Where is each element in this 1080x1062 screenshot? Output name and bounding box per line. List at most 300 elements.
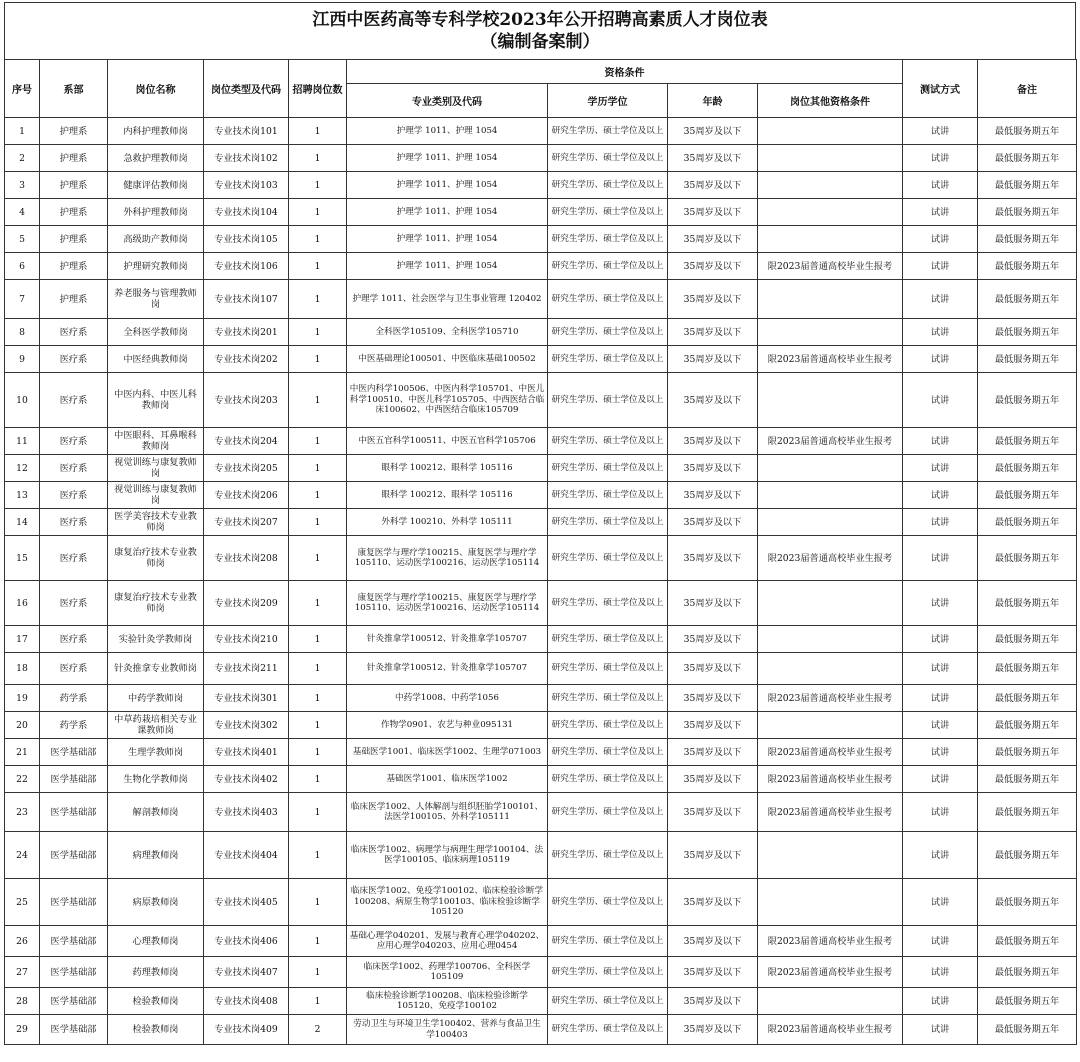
table-row: [5, 626, 1077, 653]
cell-index: 10: [5, 373, 40, 428]
cell-index: 22: [5, 766, 40, 793]
cell-department: 医疗系: [40, 455, 108, 482]
cell-remarks: 最低服务期五年: [978, 226, 1077, 253]
table-row: [5, 172, 1077, 199]
cell-other-conditions: [758, 712, 903, 739]
cell-major: 基础医学1001、临床医学1002: [347, 766, 548, 793]
header-position-name: 岗位名称: [108, 60, 204, 118]
header-department: 系部: [40, 60, 108, 118]
cell-position-name: 视觉训练与康复教师岗: [108, 482, 204, 509]
cell-degree: 研究生学历、硕士学位及以上: [548, 319, 668, 346]
cell-index: 11: [5, 428, 40, 455]
cell-test-method: 试讲: [903, 346, 978, 373]
cell-degree: 研究生学历、硕士学位及以上: [548, 739, 668, 766]
cell-department: 医疗系: [40, 346, 108, 373]
cell-position-code: 专业技术岗407: [204, 957, 289, 988]
cell-department: 医学基础部: [40, 832, 108, 879]
cell-degree: 研究生学历、硕士学位及以上: [548, 172, 668, 199]
cell-test-method: 试讲: [903, 280, 978, 319]
table-row: [5, 373, 1077, 428]
cell-test-method: 试讲: [903, 793, 978, 832]
cell-position-name: 高级助产教师岗: [108, 226, 204, 253]
cell-department: 医疗系: [40, 536, 108, 581]
cell-headcount: 1: [289, 428, 347, 455]
cell-position-code: 专业技术岗207: [204, 509, 289, 536]
cell-position-code: 专业技术岗104: [204, 199, 289, 226]
table-row: [5, 319, 1077, 346]
cell-index: 24: [5, 832, 40, 879]
table-row: [5, 712, 1077, 739]
cell-index: 29: [5, 1015, 40, 1045]
cell-position-name: 病理教师岗: [108, 832, 204, 879]
cell-major: 中医五官科学100511、中医五官科学105706: [347, 428, 548, 455]
table-title: 江西中医药高等专科学校2023年公开招聘高素质人才岗位表: [312, 10, 768, 30]
cell-degree: 研究生学历、硕士学位及以上: [548, 581, 668, 626]
header-position-type-code: 岗位类型及代码: [204, 60, 289, 118]
table-row: [5, 509, 1077, 536]
cell-position-name: 检验教师岗: [108, 988, 204, 1015]
cell-other-conditions: [758, 832, 903, 879]
cell-degree: 研究生学历、硕士学位及以上: [548, 766, 668, 793]
cell-department: 护理系: [40, 199, 108, 226]
cell-headcount: 1: [289, 455, 347, 482]
cell-major: 外科学 100210、外科学 105111: [347, 509, 548, 536]
cell-position-code: 专业技术岗402: [204, 766, 289, 793]
cell-headcount: 1: [289, 766, 347, 793]
cell-index: 6: [5, 253, 40, 280]
cell-degree: 研究生学历、硕士学位及以上: [548, 145, 668, 172]
table-row: [5, 253, 1077, 280]
cell-department: 医疗系: [40, 509, 108, 536]
cell-position-code: 专业技术岗106: [204, 253, 289, 280]
cell-major: 作物学0901、农艺与种业095131: [347, 712, 548, 739]
cell-department: 医学基础部: [40, 957, 108, 988]
cell-remarks: 最低服务期五年: [978, 1015, 1077, 1045]
cell-department: 医疗系: [40, 319, 108, 346]
cell-major: 眼科学 100212、眼科学 105116: [347, 455, 548, 482]
table-row: [5, 145, 1077, 172]
cell-degree: 研究生学历、硕士学位及以上: [548, 509, 668, 536]
cell-position-code: 专业技术岗107: [204, 280, 289, 319]
cell-test-method: 试讲: [903, 685, 978, 712]
cell-major: 护理学 1011、护理 1054: [347, 226, 548, 253]
cell-position-code: 专业技术岗210: [204, 626, 289, 653]
cell-index: 28: [5, 988, 40, 1015]
cell-position-name: 康复治疗技术专业教师岗: [108, 581, 204, 626]
cell-test-method: 试讲: [903, 766, 978, 793]
cell-department: 医疗系: [40, 482, 108, 509]
cell-remarks: 最低服务期五年: [978, 172, 1077, 199]
cell-position-name: 实验针灸学教师岗: [108, 626, 204, 653]
cell-position-name: 中草药栽培相关专业课教师岗: [108, 712, 204, 739]
cell-degree: 研究生学历、硕士学位及以上: [548, 685, 668, 712]
cell-position-code: 专业技术岗202: [204, 346, 289, 373]
cell-major: 护理学 1011、社会医学与卫生事业管理 120402: [347, 280, 548, 319]
cell-age: 35周岁及以下: [668, 766, 758, 793]
cell-other-conditions: [758, 879, 903, 926]
cell-headcount: 1: [289, 253, 347, 280]
cell-department: 医疗系: [40, 428, 108, 455]
cell-department: 医学基础部: [40, 793, 108, 832]
cell-remarks: 最低服务期五年: [978, 373, 1077, 428]
cell-headcount: 1: [289, 172, 347, 199]
cell-headcount: 1: [289, 879, 347, 926]
cell-major: 针灸推拿学100512、针灸推拿学105707: [347, 653, 548, 685]
cell-position-code: 专业技术岗409: [204, 1015, 289, 1045]
cell-headcount: 1: [289, 739, 347, 766]
cell-test-method: 试讲: [903, 319, 978, 346]
cell-index: 27: [5, 957, 40, 988]
cell-major: 临床医学1002、人体解剖与组织胚胎学100101、法医学100105、外科学105111: [347, 793, 548, 832]
table-row: [5, 199, 1077, 226]
cell-headcount: 1: [289, 482, 347, 509]
cell-test-method: 试讲: [903, 1015, 978, 1045]
cell-index: 12: [5, 455, 40, 482]
positions-table: [4, 59, 1077, 1045]
cell-remarks: 最低服务期五年: [978, 199, 1077, 226]
cell-degree: 研究生学历、硕士学位及以上: [548, 428, 668, 455]
table-row: [5, 739, 1077, 766]
cell-department: 医疗系: [40, 373, 108, 428]
cell-position-name: 中药学教师岗: [108, 685, 204, 712]
cell-degree: 研究生学历、硕士学位及以上: [548, 793, 668, 832]
cell-degree: 研究生学历、硕士学位及以上: [548, 455, 668, 482]
cell-headcount: 1: [289, 319, 347, 346]
cell-other-conditions: [758, 172, 903, 199]
cell-department: 医学基础部: [40, 879, 108, 926]
cell-major: 临床检验诊断学100208、临床检验诊断学105120、免疫学100102: [347, 988, 548, 1015]
table-row: [5, 832, 1077, 879]
table-row: [5, 988, 1077, 1015]
cell-headcount: 2: [289, 1015, 347, 1045]
cell-age: 35周岁及以下: [668, 509, 758, 536]
cell-headcount: 1: [289, 685, 347, 712]
cell-headcount: 1: [289, 145, 347, 172]
cell-age: 35周岁及以下: [668, 1015, 758, 1045]
cell-major: 康复医学与理疗学100215、康复医学与理疗学105110、运动医学100216、运动医学105114: [347, 536, 548, 581]
cell-major: 针灸推拿学100512、针灸推拿学105707: [347, 626, 548, 653]
cell-position-name: 内科护理教师岗: [108, 118, 204, 145]
cell-remarks: 最低服务期五年: [978, 319, 1077, 346]
cell-other-conditions: [758, 988, 903, 1015]
cell-department: 护理系: [40, 145, 108, 172]
cell-index: 14: [5, 509, 40, 536]
cell-position-name: 中医内科、中医儿科教师岗: [108, 373, 204, 428]
cell-position-code: 专业技术岗403: [204, 793, 289, 832]
cell-age: 35周岁及以下: [668, 712, 758, 739]
cell-remarks: 最低服务期五年: [978, 685, 1077, 712]
cell-position-name: 医学美容技术专业教师岗: [108, 509, 204, 536]
cell-test-method: 试讲: [903, 739, 978, 766]
cell-other-conditions: [758, 373, 903, 428]
cell-test-method: 试讲: [903, 926, 978, 957]
cell-test-method: 试讲: [903, 145, 978, 172]
cell-test-method: 试讲: [903, 172, 978, 199]
cell-major: 护理学 1011、护理 1054: [347, 253, 548, 280]
cell-other-conditions: 限2023届普通高校毕业生报考: [758, 766, 903, 793]
cell-major: 护理学 1011、护理 1054: [347, 145, 548, 172]
cell-position-name: 生物化学教师岗: [108, 766, 204, 793]
table-row: [5, 926, 1077, 957]
cell-index: 23: [5, 793, 40, 832]
cell-major: 护理学 1011、护理 1054: [347, 172, 548, 199]
cell-age: 35周岁及以下: [668, 879, 758, 926]
cell-age: 35周岁及以下: [668, 226, 758, 253]
cell-age: 35周岁及以下: [668, 455, 758, 482]
cell-headcount: 1: [289, 626, 347, 653]
cell-major: 临床医学1002、病理学与病理生理学100104、法医学100105、临床病理105119: [347, 832, 548, 879]
header-remarks: 备注: [978, 60, 1077, 118]
table-row: [5, 280, 1077, 319]
cell-age: 35周岁及以下: [668, 118, 758, 145]
cell-degree: 研究生学历、硕士学位及以上: [548, 253, 668, 280]
cell-test-method: 试讲: [903, 253, 978, 280]
table-row: [5, 455, 1077, 482]
cell-age: 35周岁及以下: [668, 957, 758, 988]
table-row: [5, 879, 1077, 926]
cell-remarks: 最低服务期五年: [978, 581, 1077, 626]
cell-other-conditions: [758, 626, 903, 653]
cell-position-code: 专业技术岗101: [204, 118, 289, 145]
cell-age: 35周岁及以下: [668, 373, 758, 428]
cell-remarks: 最低服务期五年: [978, 118, 1077, 145]
cell-age: 35周岁及以下: [668, 832, 758, 879]
cell-position-name: 养老服务与管理教师岗: [108, 280, 204, 319]
cell-test-method: 试讲: [903, 988, 978, 1015]
header-test-method: 测试方式: [903, 60, 978, 118]
cell-test-method: 试讲: [903, 428, 978, 455]
table-row: [5, 685, 1077, 712]
cell-major: 康复医学与理疗学100215、康复医学与理疗学105110、运动医学100216、运动医学105114: [347, 581, 548, 626]
cell-major: 眼科学 100212、眼科学 105116: [347, 482, 548, 509]
cell-test-method: 试讲: [903, 957, 978, 988]
table-row: [5, 346, 1077, 373]
cell-index: 21: [5, 739, 40, 766]
cell-remarks: 最低服务期五年: [978, 988, 1077, 1015]
cell-degree: 研究生学历、硕士学位及以上: [548, 926, 668, 957]
cell-degree: 研究生学历、硕士学位及以上: [548, 118, 668, 145]
cell-department: 医疗系: [40, 626, 108, 653]
cell-major: 护理学 1011、护理 1054: [347, 118, 548, 145]
cell-position-name: 护理研究教师岗: [108, 253, 204, 280]
cell-other-conditions: 限2023届普通高校毕业生报考: [758, 793, 903, 832]
cell-position-name: 外科护理教师岗: [108, 199, 204, 226]
cell-index: 19: [5, 685, 40, 712]
cell-position-name: 药理教师岗: [108, 957, 204, 988]
cell-department: 医疗系: [40, 653, 108, 685]
cell-other-conditions: [758, 581, 903, 626]
cell-degree: 研究生学历、硕士学位及以上: [548, 280, 668, 319]
cell-department: 护理系: [40, 226, 108, 253]
cell-headcount: 1: [289, 832, 347, 879]
table-title-block: [4, 2, 1076, 59]
cell-index: 9: [5, 346, 40, 373]
header-degree: 学历学位: [548, 84, 668, 118]
cell-position-name: 心理教师岗: [108, 926, 204, 957]
cell-position-name: 针灸推拿专业教师岗: [108, 653, 204, 685]
cell-index: 5: [5, 226, 40, 253]
cell-major: 临床医学1002、药理学100706、全科医学105109: [347, 957, 548, 988]
cell-age: 35周岁及以下: [668, 145, 758, 172]
table-row: [5, 793, 1077, 832]
table-row: [5, 766, 1077, 793]
cell-other-conditions: [758, 455, 903, 482]
cell-degree: 研究生学历、硕士学位及以上: [548, 879, 668, 926]
cell-index: 8: [5, 319, 40, 346]
cell-position-code: 专业技术岗206: [204, 482, 289, 509]
cell-degree: 研究生学历、硕士学位及以上: [548, 226, 668, 253]
cell-position-code: 专业技术岗204: [204, 428, 289, 455]
cell-position-code: 专业技术岗401: [204, 739, 289, 766]
cell-department: 医学基础部: [40, 988, 108, 1015]
cell-headcount: 1: [289, 926, 347, 957]
header-index: 序号: [5, 60, 40, 118]
table-row: [5, 482, 1077, 509]
cell-department: 药学系: [40, 685, 108, 712]
cell-other-conditions: [758, 319, 903, 346]
cell-remarks: 最低服务期五年: [978, 455, 1077, 482]
cell-degree: 研究生学历、硕士学位及以上: [548, 626, 668, 653]
cell-position-name: 急救护理教师岗: [108, 145, 204, 172]
cell-headcount: 1: [289, 988, 347, 1015]
cell-test-method: 试讲: [903, 509, 978, 536]
cell-position-code: 专业技术岗209: [204, 581, 289, 626]
table-row: [5, 653, 1077, 685]
cell-department: 护理系: [40, 172, 108, 199]
cell-test-method: 试讲: [903, 226, 978, 253]
cell-degree: 研究生学历、硕士学位及以上: [548, 346, 668, 373]
cell-remarks: 最低服务期五年: [978, 482, 1077, 509]
cell-index: 18: [5, 653, 40, 685]
cell-age: 35周岁及以下: [668, 482, 758, 509]
cell-headcount: 1: [289, 793, 347, 832]
cell-remarks: 最低服务期五年: [978, 145, 1077, 172]
cell-remarks: 最低服务期五年: [978, 766, 1077, 793]
cell-index: 2: [5, 145, 40, 172]
cell-remarks: 最低服务期五年: [978, 280, 1077, 319]
cell-position-code: 专业技术岗408: [204, 988, 289, 1015]
table-row: [5, 1015, 1077, 1045]
cell-index: 15: [5, 536, 40, 581]
cell-other-conditions: [758, 226, 903, 253]
cell-other-conditions: [758, 509, 903, 536]
cell-index: 1: [5, 118, 40, 145]
cell-index: 25: [5, 879, 40, 926]
table-row: [5, 536, 1077, 581]
table-row: [5, 957, 1077, 988]
cell-other-conditions: 限2023届普通高校毕业生报考: [758, 253, 903, 280]
header-major: 专业类别及代码: [347, 84, 548, 118]
cell-major: 劳动卫生与环境卫生学100402、营养与食品卫生学100403: [347, 1015, 548, 1045]
cell-other-conditions: 限2023届普通高校毕业生报考: [758, 957, 903, 988]
cell-age: 35周岁及以下: [668, 428, 758, 455]
cell-remarks: 最低服务期五年: [978, 793, 1077, 832]
cell-position-name: 检验教师岗: [108, 1015, 204, 1045]
cell-remarks: 最低服务期五年: [978, 626, 1077, 653]
cell-major: 临床医学1002、免疫学100102、临床检验诊断学100208、病原生物学100103、临床检验诊断学 105120: [347, 879, 548, 926]
cell-test-method: 试讲: [903, 712, 978, 739]
cell-major: 中医基础理论100501、中医临床基础100502: [347, 346, 548, 373]
cell-remarks: 最低服务期五年: [978, 832, 1077, 879]
cell-remarks: 最低服务期五年: [978, 428, 1077, 455]
cell-test-method: 试讲: [903, 455, 978, 482]
cell-position-code: 专业技术岗405: [204, 879, 289, 926]
cell-other-conditions: [758, 145, 903, 172]
cell-position-code: 专业技术岗211: [204, 653, 289, 685]
cell-age: 35周岁及以下: [668, 626, 758, 653]
cell-headcount: 1: [289, 712, 347, 739]
cell-test-method: 试讲: [903, 199, 978, 226]
cell-other-conditions: [758, 653, 903, 685]
cell-index: 13: [5, 482, 40, 509]
cell-degree: 研究生学历、硕士学位及以上: [548, 482, 668, 509]
cell-position-code: 专业技术岗201: [204, 319, 289, 346]
cell-position-code: 专业技术岗404: [204, 832, 289, 879]
header-qualifications: 资格条件: [347, 60, 903, 84]
cell-test-method: 试讲: [903, 581, 978, 626]
cell-remarks: 最低服务期五年: [978, 712, 1077, 739]
cell-department: 医学基础部: [40, 926, 108, 957]
cell-position-name: 生理学教师岗: [108, 739, 204, 766]
cell-other-conditions: [758, 118, 903, 145]
cell-other-conditions: 限2023届普通高校毕业生报考: [758, 685, 903, 712]
cell-test-method: 试讲: [903, 832, 978, 879]
cell-other-conditions: [758, 199, 903, 226]
cell-remarks: 最低服务期五年: [978, 957, 1077, 988]
cell-age: 35周岁及以下: [668, 988, 758, 1015]
cell-test-method: 试讲: [903, 653, 978, 685]
cell-other-conditions: 限2023届普通高校毕业生报考: [758, 926, 903, 957]
cell-headcount: 1: [289, 509, 347, 536]
cell-major: 基础医学1001、临床医学1002、生理学071003: [347, 739, 548, 766]
cell-index: 4: [5, 199, 40, 226]
cell-remarks: 最低服务期五年: [978, 653, 1077, 685]
cell-test-method: 试讲: [903, 879, 978, 926]
cell-index: 26: [5, 926, 40, 957]
cell-degree: 研究生学历、硕士学位及以上: [548, 536, 668, 581]
cell-position-name: 视觉训练与康复教师岗: [108, 455, 204, 482]
cell-position-code: 专业技术岗203: [204, 373, 289, 428]
cell-index: 7: [5, 280, 40, 319]
cell-major: 中药学1008、中药学1056: [347, 685, 548, 712]
cell-other-conditions: 限2023届普通高校毕业生报考: [758, 1015, 903, 1045]
header-other-conditions: 岗位其他资格条件: [758, 84, 903, 118]
cell-degree: 研究生学历、硕士学位及以上: [548, 653, 668, 685]
cell-age: 35周岁及以下: [668, 793, 758, 832]
header-headcount: 招聘岗位数: [289, 60, 347, 118]
table-row: [5, 226, 1077, 253]
cell-index: 3: [5, 172, 40, 199]
table-row: [5, 118, 1077, 145]
cell-age: 35周岁及以下: [668, 739, 758, 766]
cell-other-conditions: 限2023届普通高校毕业生报考: [758, 536, 903, 581]
cell-major: 中医内科学100506、中医内科学105701、中医儿科学100510、中医儿科学105705、中西医结合临床100602、中西医结合临床105709: [347, 373, 548, 428]
cell-age: 35周岁及以下: [668, 346, 758, 373]
cell-test-method: 试讲: [903, 626, 978, 653]
cell-headcount: 1: [289, 581, 347, 626]
cell-age: 35周岁及以下: [668, 319, 758, 346]
cell-age: 35周岁及以下: [668, 581, 758, 626]
cell-other-conditions: 限2023届普通高校毕业生报考: [758, 346, 903, 373]
cell-test-method: 试讲: [903, 536, 978, 581]
cell-position-name: 中医眼科、耳鼻喉科教师岗: [108, 428, 204, 455]
cell-remarks: 最低服务期五年: [978, 926, 1077, 957]
table-row: [5, 428, 1077, 455]
cell-position-code: 专业技术岗208: [204, 536, 289, 581]
cell-other-conditions: 限2023届普通高校毕业生报考: [758, 739, 903, 766]
header-age: 年龄: [668, 84, 758, 118]
cell-department: 医疗系: [40, 581, 108, 626]
